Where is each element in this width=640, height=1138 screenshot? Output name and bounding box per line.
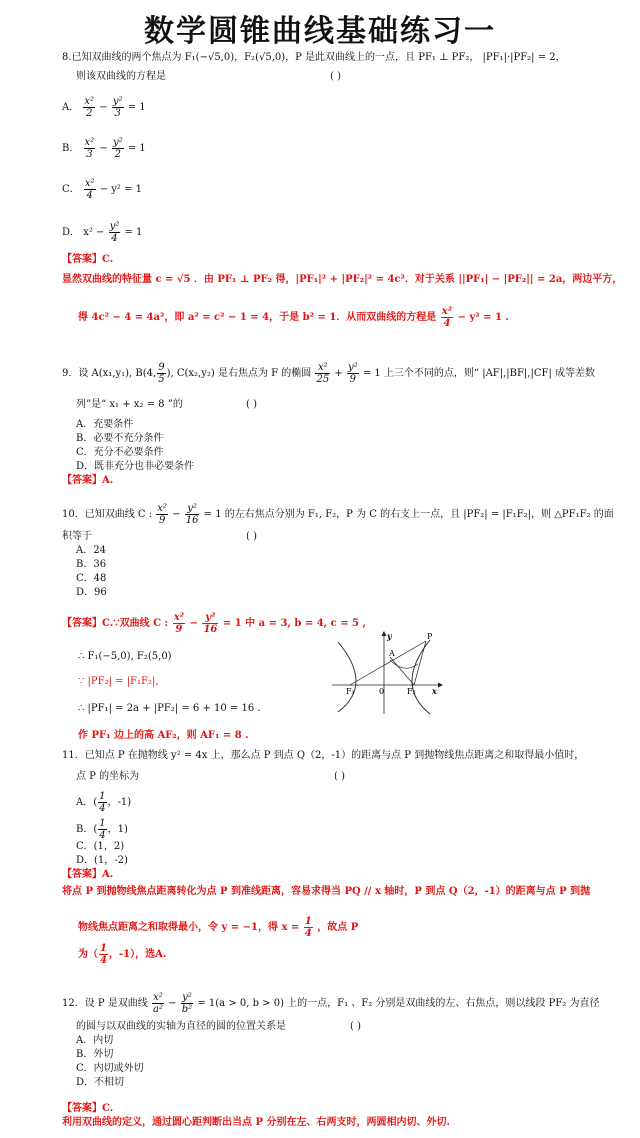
q8-answer: 【答案】C.: [62, 254, 114, 265]
q8-option-a-fraction1: $\frac{\text{x²}}{2}$: [84, 96, 95, 119]
q8-answer-paren: ( ): [330, 71, 341, 82]
q9-option-c[interactable]: C．充分不必要条件: [76, 447, 164, 458]
q9-stem-fraction: $\frac{9}{5}$: [158, 362, 165, 385]
q8-solution-fraction: $\frac{\text{x²}}{4}$: [441, 306, 453, 329]
q11-answer-paren: ( ): [334, 771, 345, 782]
q10-answer-paren: ( ): [246, 531, 257, 542]
q12-option-d[interactable]: D．不相切: [76, 1077, 125, 1088]
q8-option-c-fraction: $\frac{\text{x²}}{4}$: [84, 178, 95, 201]
q8-option-a-fraction2: $\frac{\text{y²}}{3}$: [112, 96, 123, 119]
q10-stem-pre: 10．已知双曲线 C :: [62, 509, 153, 520]
arc-mark: [390, 660, 418, 668]
q12-option-b[interactable]: B．外切: [76, 1049, 114, 1060]
q8-option-a-end: = 1: [127, 102, 146, 113]
q9-stem-pre: 9．设 A(x₁,y₁), B(4,: [62, 368, 157, 379]
q10-answer: [62, 612, 366, 635]
q11-option-a-label: A．(: [76, 797, 98, 808]
q10-answer-minus: −: [189, 618, 198, 629]
q8-stem-line1: 8.已知双曲线的两个焦点为 F₁(−√5,0)，F₂(√5,0)，P 是此双曲线上的一点，且 PF₁ ⊥ PF₂， |PF₁|·|PF₂| = 2，: [62, 52, 566, 63]
q8-option-b-fraction2: $\frac{\text{y²}}{2}$: [112, 137, 123, 160]
q11-option-d[interactable]: D．(1，-2): [76, 855, 128, 866]
q8-option-d-label: D．: [62, 227, 81, 238]
segment-f2-a: [390, 657, 414, 685]
q8-option-a-label: A．: [62, 102, 80, 113]
hyperbola-figure: [332, 630, 444, 716]
q9-answer-paren: ( ): [246, 399, 257, 410]
q12-stem-fraction1: $\frac{\text{x²}}{\text{a²}}$: [153, 992, 163, 1015]
q10-option-b[interactable]: B．36: [76, 559, 107, 570]
q10-option-d[interactable]: D．96: [76, 587, 107, 598]
q9-stem-line2: 列”是“ x₁ + x₂ = 8 ”的: [76, 399, 183, 410]
q9-ellipse-plus: +: [334, 368, 343, 379]
q12-option-c[interactable]: C．内切或外切: [76, 1063, 144, 1074]
q11-solution-fraction2: $\frac{1}{4}$: [100, 943, 107, 966]
q10-solution-step1: ∴ F₁(−5,0), F₂(5,0): [78, 651, 172, 662]
q10-stem-line1: [62, 503, 614, 526]
q12-answer: 【答案】C.: [62, 1103, 114, 1114]
q11-option-c[interactable]: C．(1，2): [76, 841, 125, 852]
q8-option-a-minus: −: [99, 102, 108, 113]
q8-option-b-minus: −: [99, 143, 108, 154]
page-title: 数学圆锥曲线基础练习一: [144, 14, 496, 49]
q9-stem-end: = 1 上三个不同的点，则“ |AF|,|BF|,|CF| 成等差数: [362, 368, 595, 379]
label-f1: F₁: [346, 687, 355, 696]
q10-answer-fraction1: $\frac{\text{x²}}{9}$: [173, 612, 185, 635]
q11-solution-line3: [78, 943, 166, 966]
q10-option-c[interactable]: C．48: [76, 573, 107, 584]
q8-option-d-pre: x² −: [83, 227, 105, 238]
q9-stem-mid: ), C(x₂,y₂) 是右焦点为 F 的椭圆: [166, 368, 312, 379]
q8-option-c-end: − y² = 1: [99, 184, 143, 195]
q10-stem-end: = 1 的左右焦点分别为 F₁, F₂，P 为 C 的右支上一点，且 |PF₂| = |F₁F₂|，则 △PF₁F₂ 的面: [203, 509, 614, 520]
q11-option-a-end: ，-1): [107, 797, 132, 808]
q11-option-b-end: ，1): [107, 824, 128, 835]
q12-stem-line2: 的圆与以双曲线的实轴为直径的圆的位置关系是: [76, 1021, 286, 1032]
q11-solution-line3-end: ，-1），选A.: [108, 949, 167, 960]
q8-option-a[interactable]: [62, 96, 146, 119]
q8-solution-line2-end: − y² = 1 .: [457, 312, 509, 323]
label-p: P: [427, 632, 433, 641]
q8-solution-line2: [78, 306, 509, 329]
q11-option-a[interactable]: [76, 791, 131, 814]
q11-solution-line2: [78, 916, 358, 939]
q10-answer-end: = 1 中 a = 3, b = 4, c = 5 ,: [222, 618, 366, 629]
q11-solution-line2-end: ，故点 P: [317, 922, 359, 933]
q12-option-a[interactable]: A．内切: [76, 1035, 114, 1046]
q9-answer: 【答案】A.: [62, 475, 114, 486]
q10-answer-pre: 【答案】C.∵双曲线 C :: [62, 618, 169, 629]
label-x: x: [432, 686, 437, 696]
q9-option-b[interactable]: B．必要不充分条件: [76, 433, 164, 444]
q11-answer: 【答案】A.: [62, 869, 114, 880]
q8-option-d-end: = 1: [124, 227, 143, 238]
left-branch: [338, 642, 356, 712]
figure-y-arrow: [382, 631, 387, 636]
segment-f1-p: [350, 641, 426, 685]
q10-solution-step2: ∵ |PF₂| = |F₁F₂|,: [78, 676, 159, 687]
q8-stem-line2: 则该双曲线的方程是: [76, 71, 166, 82]
q11-stem-line2: 点 P 的坐标为: [76, 771, 140, 782]
label-o: 0: [379, 687, 385, 696]
q11-stem-line1: 11．已知点 P 在抛物线 y² = 4x 上，那么点 P 到点 Q（2，-1）的距离与点 P 到抛物线焦点距离之和取得最小值时，: [62, 750, 585, 761]
q10-stem-minus: −: [172, 509, 181, 520]
q11-option-b[interactable]: [76, 818, 128, 841]
figure-x-arrow: [438, 683, 443, 688]
q10-solution-step4: 作 PF₁ 边上的高 AF₂，则 AF₁ = 8 .: [78, 730, 249, 741]
label-f2: F₂: [407, 687, 416, 696]
q12-stem-fraction2: $\frac{\text{y²}}{\text{b²}}$: [181, 992, 193, 1015]
q12-stem-line1: [62, 992, 599, 1015]
q8-option-c-label: C．: [62, 184, 80, 195]
q12-stem-end: = 1(a > 0, b > 0) 上的一点，F₁ 、F₂ 分别是双曲线的左、右焦点，则以线段 PF₂ 为直径: [197, 998, 600, 1009]
q8-option-c[interactable]: [62, 178, 142, 201]
q11-solution-line1: 将点 P 到抛物线焦点距离转化为点 P 到准线距离，容易求得当 PQ // x 轴时，P 到点 Q（2，-1）的距离与点 P 到抛: [62, 886, 591, 897]
q9-option-d[interactable]: D．既非充分也非必要条件: [76, 461, 195, 472]
q10-stem-fraction1: $\frac{\text{x²}}{9}$: [157, 503, 167, 526]
q12-stem-minus: −: [168, 998, 177, 1009]
q8-option-b-fraction1: $\frac{\text{x²}}{3}$: [84, 137, 95, 160]
q12-stem-pre: 12．设 P 是双曲线: [62, 998, 148, 1009]
q10-answer-fraction2: $\frac{\text{y²}}{16}$: [203, 612, 218, 635]
q11-option-b-label: B．(: [76, 824, 98, 835]
q11-option-a-fraction: $\frac{1}{4}$: [99, 791, 106, 814]
q8-option-b[interactable]: [62, 137, 146, 160]
q8-option-d-fraction: $\frac{\text{y²}}{4}$: [109, 221, 120, 244]
label-a: A: [389, 649, 395, 658]
q11-solution-line3-pre: 为（: [78, 949, 98, 960]
q11-option-b-fraction: $\frac{1}{4}$: [99, 818, 106, 841]
q9-ellipse-fraction2: $\frac{\text{y²}}{9}$: [347, 362, 358, 385]
q11-solution-fraction1: $\frac{1}{4}$: [304, 916, 312, 939]
q8-option-b-end: = 1: [127, 143, 146, 154]
q8-option-b-label: B．: [62, 143, 80, 154]
q10-option-a[interactable]: A．24: [76, 545, 106, 556]
q10-stem-fraction2: $\frac{\text{y²}}{16}$: [185, 503, 199, 526]
label-y: y: [387, 631, 392, 641]
q8-solution-line1: 显然双曲线的特征量 c = √5 ．由 PF₁ ⊥ PF₂ 得，|PF₁|² + |PF₂|² = 4c²．对于关系 ||PF₁| − |PF₂|| = 2a，两边平方，: [62, 274, 623, 285]
q9-ellipse-fraction1: $\frac{\text{x²}}{25}$: [316, 362, 330, 385]
q12-answer-paren: ( ): [350, 1021, 361, 1032]
q8-solution-line2-text: 得 4c² − 4 = 4a²，即 a² = c² − 1 = 4，于是 b² = 1．从而双曲线的方程是: [78, 312, 437, 323]
q11-solution-line2-pre: 物线焦点距离之和取得最小，令 y = −1，得 x =: [78, 922, 300, 933]
q10-stem-line2: 积等于: [62, 531, 92, 542]
q9-stem-line1: [62, 362, 595, 385]
q8-option-d[interactable]: [62, 221, 142, 244]
q10-solution-step3: ∴ |PF₁| = 2a + |PF₂| = 6 + 10 = 16 .: [78, 703, 261, 714]
q9-option-a[interactable]: A．充要条件: [76, 419, 134, 430]
right-branch: [412, 640, 430, 714]
q12-solution: 利用双曲线的定义，通过圆心距判断出当点 P 分别在左、右两支时，两圆相内切、外切.: [62, 1117, 450, 1128]
